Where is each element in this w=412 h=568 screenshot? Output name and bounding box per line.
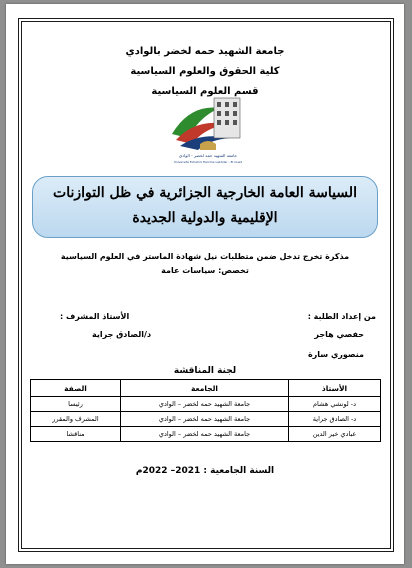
table-row: د- الصادق جراية جامعة الشهيد حمه لخضر – الوادي المشرف والمقرر [31,412,381,427]
svg-text:Université Echahid Hamma Lakhd: Université Echahid Hamma Lakhdar - El Oued [173,160,243,164]
committee-title: لجنة المناقشة [173,366,237,376]
svg-text:جامعة الشهيد حمه لخضر - الوادي: جامعة الشهيد حمه لخضر - الوادي [178,153,238,158]
thesis-title-line-1: السياسة العامة الخارجية الجزائرية في ظل التوازنات [53,185,357,201]
thesis-title-box [32,176,378,238]
supervisor-label: الأستاذ المشرف : [60,312,130,321]
university-name: جامعة الشهيد حمه لخضر بالوادي [125,46,285,57]
table-row: عبادي خير الدين جامعة الشهيد حمه لخضر – الوادي مناقشا [31,427,381,442]
header-university: الجامعة [121,380,289,397]
academic-year: السنة الجامعية : 2021– 2022م [135,466,275,476]
student-name-2: منصوري سارة [307,350,364,359]
header-role: الصفة [31,380,121,397]
table-header-row [31,380,381,397]
university-logo [170,94,246,166]
specialization: تخصص: سياسات عامة [161,266,249,275]
thesis-title-line-2: الإقليمية والدولية الجديدة [132,210,278,226]
department-name: قسم العلوم السياسية [151,86,259,97]
committee-table [30,379,381,442]
document-page [6,4,404,564]
student-name-1: حفصي هاجر [314,330,364,339]
header-professor: الأستاذ [289,380,381,397]
students-label: من إعداد الطلبة : [307,312,376,321]
faculty-name: كلية الحقوق والعلوم السياسية [130,66,280,77]
supervisor-name: د/الصادق جراية [92,330,152,339]
table-row: د- لونشي هشام جامعة الشهيد حمه لخضر – الوادي رئيسا [31,397,381,412]
thesis-purpose: مذكرة تخرج تدخل ضمن متطلبات نيل شهادة الماستر في العلوم السياسية [60,252,350,261]
